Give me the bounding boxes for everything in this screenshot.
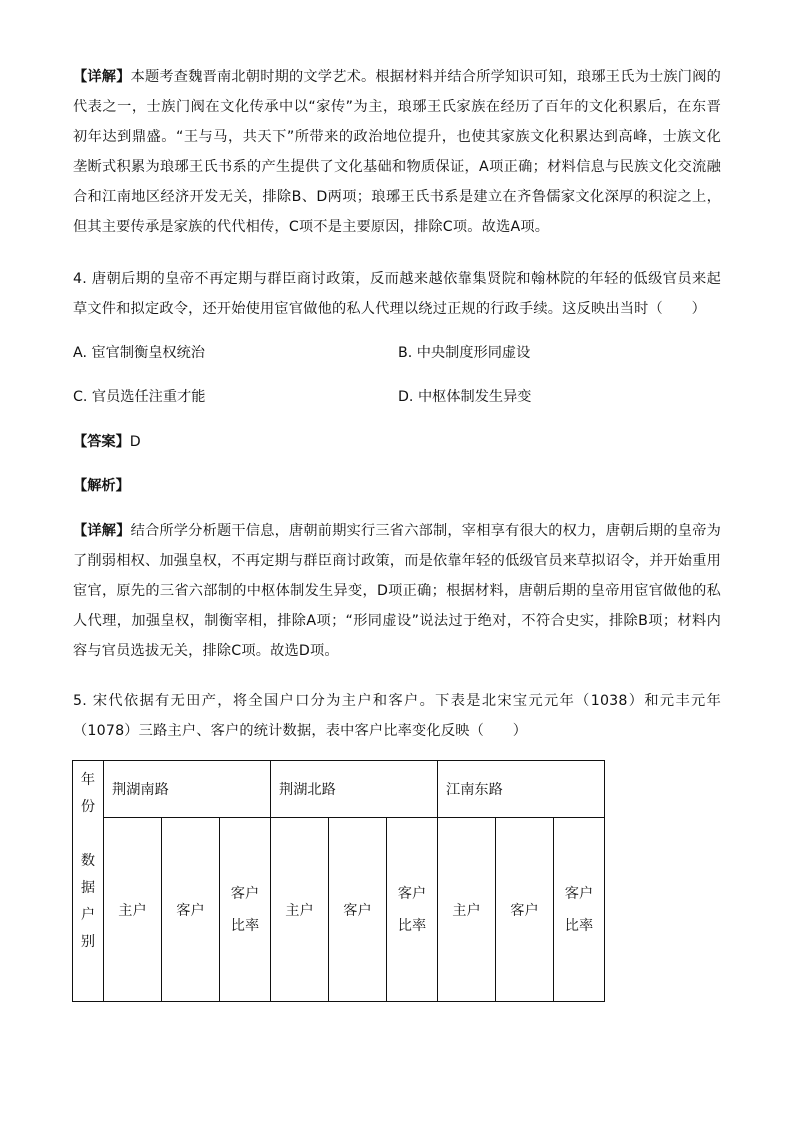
col-main-household: 主户 <box>104 818 162 1002</box>
table-corner-header: 年 份 数 据 户 别 <box>73 761 104 1002</box>
q4-option-d: D. 中枢体制发生异变 <box>398 389 532 405</box>
col-main-household: 主户 <box>438 818 496 1002</box>
answer-label: 【答案】 <box>73 434 130 450</box>
q4-detail-text: 结合所学分析题干信息，唐朝前期实行三省六部制，宰相享有很大的权力，唐朝后期的皇帝为了削弱相权、加强皇权，不再定期与群臣商讨政策，而是依靠年轻的低级官员来草拟诏令，并开始重用宦官，原先的三省六部制的中枢体制发生异变，D项正确；根据材料，唐朝后期的皇帝用宦官做他的私人代理，加强皇权，制衡宰相，排除A项；“形同虚设”说法过于绝对，不符合史实，排除B项；材料内容与官员选拔无关，排除C项。故选D项。 <box>73 523 721 659</box>
q4-option-a: A. 宦官制衡皇权统治 <box>73 345 205 361</box>
region-header-jinghu-north: 荆湖北路 <box>271 761 438 818</box>
q3-detail-paragraph <box>73 62 721 242</box>
region-header-jinghu-south: 荆湖南路 <box>104 761 271 818</box>
col-guest-rate: 客户 比率 <box>220 818 271 1002</box>
col-guest-rate: 客户 比率 <box>387 818 438 1002</box>
q5-stem: 5. 宋代依据有无田产，将全国户口分为主户和客户。下表是北宋宝元元年（1038）和元丰元年（1078）三路主户、客户的统计数据，表中客户比率变化反映（ ） <box>73 693 721 739</box>
q4-analysis-label: 【解析】 <box>73 478 130 494</box>
q3-detail-text: 本题考查魏晋南北朝时期的文学艺术。根据材料并结合所学知识可知，琅琊王氏为士族门阀的代表之一，士族门阀在文化传承中以“家传”为主，琅琊王氏家族在经历了百年的文化积累后，在东晋初年达到鼎盛。“王与马，共天下”所带来的政治地位提升，也使其家族文化积累达到高峰，士族文化垄断式积累为琅琊王氏书系的产生提供了文化基础和物质保证，A项正确；材料信息与民族文化交流融合和江南地区经济开发无关，排除B、D两项；琅琊王氏书系是建立在齐鲁儒家文化深厚的积淀之上，但其主要传承是家族的代代相传，C项不是主要原因，排除C项。故选A项。 <box>73 69 721 235</box>
col-guest-rate: 客户 比率 <box>554 818 605 1002</box>
q4-detail-paragraph <box>73 516 721 666</box>
q4-stem: 4. 唐朝后期的皇帝不再定期与群臣商讨政策，反而越来越依靠集贤院和翰林院的年轻的低级官员来起草文件和拟定政令，还开始使用宦官做他的私人代理以绕过正规的行政手续。这反映出当时（ ） <box>73 271 721 317</box>
detail-label: 【详解】 <box>73 69 131 85</box>
region-header-jiangnan-east: 江南东路 <box>438 761 605 818</box>
q4-option-c: C. 官员选任注重才能 <box>73 389 206 405</box>
household-stats-table <box>72 760 605 1002</box>
col-guest-household: 客户 <box>329 818 387 1002</box>
answer-value: D <box>129 434 141 450</box>
col-guest-household: 客户 <box>162 818 220 1002</box>
q4-answer <box>73 427 141 457</box>
q4-option-b: B. 中央制度形同虚设 <box>398 345 531 361</box>
col-main-household: 主户 <box>271 818 329 1002</box>
col-guest-household: 客户 <box>496 818 554 1002</box>
detail-label: 【详解】 <box>73 523 131 539</box>
